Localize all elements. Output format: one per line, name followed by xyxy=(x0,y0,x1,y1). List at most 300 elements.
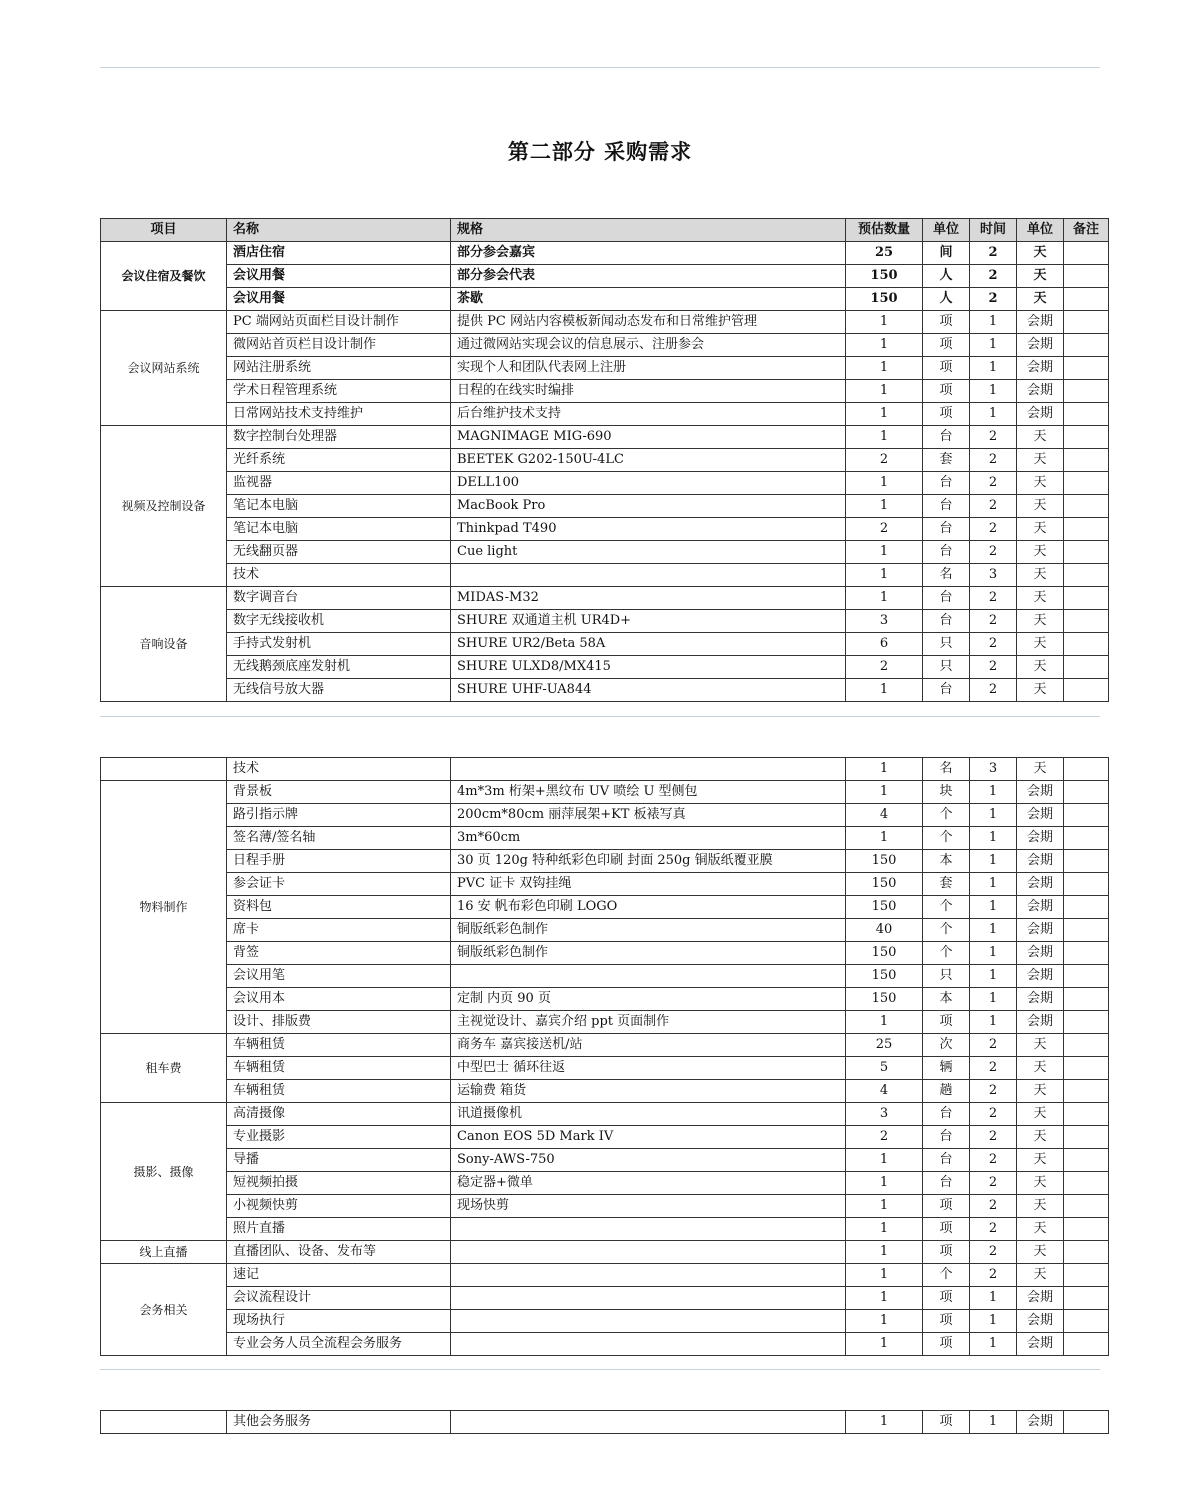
unit-cell: 台 xyxy=(923,1172,970,1195)
spec-cell: 实现个人和团队代表网上注册 xyxy=(451,357,846,380)
spec-cell: 30 页 120g 特种纸彩色印刷 封面 250g 铜版纸覆亚膜 xyxy=(451,850,846,873)
spec-cell: 日程的在线实时编排 xyxy=(451,380,846,403)
unit-cell: 只 xyxy=(923,633,970,656)
time-unit-cell: 会期 xyxy=(1017,873,1064,896)
time-unit-cell: 会期 xyxy=(1017,988,1064,1011)
item-name-cell: 日程手册 xyxy=(227,850,451,873)
item-name-cell: 笔记本电脑 xyxy=(227,518,451,541)
time-cell: 1 xyxy=(970,827,1017,850)
time-cell: 2 xyxy=(970,242,1017,265)
qty-cell: 1 xyxy=(846,1287,923,1310)
item-name-cell: 直播团队、设备、发布等 xyxy=(227,1241,451,1264)
unit-cell: 项 xyxy=(923,1411,970,1434)
note-cell xyxy=(1064,495,1109,518)
table-row xyxy=(101,942,1109,965)
table-row xyxy=(101,1172,1109,1195)
note-cell xyxy=(1064,1057,1109,1080)
table-row xyxy=(101,827,1109,850)
spec-cell: 3m*60cm xyxy=(451,827,846,850)
table-row xyxy=(101,472,1109,495)
table-row xyxy=(101,311,1109,334)
header-unit2: 单位 xyxy=(1017,219,1064,242)
qty-cell: 3 xyxy=(846,1103,923,1126)
qty-cell: 1 xyxy=(846,827,923,850)
time-unit-cell: 会期 xyxy=(1017,919,1064,942)
time-cell: 1 xyxy=(970,873,1017,896)
header-name: 名称 xyxy=(227,219,451,242)
item-name-cell: 专业摄影 xyxy=(227,1126,451,1149)
note-cell xyxy=(1064,804,1109,827)
time-cell: 2 xyxy=(970,1080,1017,1103)
table-row xyxy=(101,288,1109,311)
qty-cell: 1 xyxy=(846,334,923,357)
qty-cell: 1 xyxy=(846,1333,923,1356)
unit-cell: 辆 xyxy=(923,1057,970,1080)
note-cell xyxy=(1064,1195,1109,1218)
time-unit-cell: 会期 xyxy=(1017,1310,1064,1333)
time-cell: 2 xyxy=(970,1264,1017,1287)
table-row xyxy=(101,403,1109,426)
qty-cell: 1 xyxy=(846,1310,923,1333)
qty-cell: 1 xyxy=(846,1149,923,1172)
spec-cell: Thinkpad T490 xyxy=(451,518,846,541)
header-note: 备注 xyxy=(1064,219,1109,242)
time-cell: 1 xyxy=(970,311,1017,334)
time-cell: 1 xyxy=(970,781,1017,804)
spec-cell xyxy=(451,1241,846,1264)
qty-cell: 1 xyxy=(846,564,923,587)
time-unit-cell: 天 xyxy=(1017,472,1064,495)
time-cell: 1 xyxy=(970,942,1017,965)
unit-cell: 块 xyxy=(923,781,970,804)
note-cell xyxy=(1064,541,1109,564)
item-name-cell: 无线翻页器 xyxy=(227,541,451,564)
table-row xyxy=(101,988,1109,1011)
note-cell xyxy=(1064,679,1109,702)
note-cell xyxy=(1064,265,1109,288)
time-unit-cell: 会期 xyxy=(1017,1333,1064,1356)
item-name-cell: 专业会务人员全流程会务服务 xyxy=(227,1333,451,1356)
unit-cell: 个 xyxy=(923,827,970,850)
qty-cell: 1 xyxy=(846,426,923,449)
time-cell: 2 xyxy=(970,1149,1017,1172)
note-cell xyxy=(1064,357,1109,380)
qty-cell: 1 xyxy=(846,1264,923,1287)
table-row xyxy=(101,1411,1109,1434)
project-cell: 会议网站系统 xyxy=(101,311,227,426)
note-cell xyxy=(1064,1218,1109,1241)
time-unit-cell: 会期 xyxy=(1017,1411,1064,1434)
note-cell xyxy=(1064,942,1109,965)
spec-cell: SHURE 双通道主机 UR4D+ xyxy=(451,610,846,633)
unit-cell: 项 xyxy=(923,380,970,403)
unit-cell: 间 xyxy=(923,242,970,265)
time-cell: 2 xyxy=(970,1218,1017,1241)
table-row xyxy=(101,334,1109,357)
qty-cell: 25 xyxy=(846,242,923,265)
note-cell xyxy=(1064,1080,1109,1103)
qty-cell: 3 xyxy=(846,610,923,633)
note-cell xyxy=(1064,1241,1109,1264)
spec-cell: MacBook Pro xyxy=(451,495,846,518)
qty-cell: 150 xyxy=(846,873,923,896)
qty-cell: 150 xyxy=(846,988,923,1011)
table-row xyxy=(101,242,1109,265)
time-unit-cell: 天 xyxy=(1017,495,1064,518)
spec-cell: MIDAS-M32 xyxy=(451,587,846,610)
time-cell: 2 xyxy=(970,1241,1017,1264)
spec-cell: 运输费 箱货 xyxy=(451,1080,846,1103)
table-row xyxy=(101,1011,1109,1034)
qty-cell: 1 xyxy=(846,1241,923,1264)
time-unit-cell: 天 xyxy=(1017,1195,1064,1218)
header-time: 时间 xyxy=(970,219,1017,242)
page-title: 第二部分 采购需求 xyxy=(507,140,693,164)
spec-cell: 通过微网站实现会议的信息展示、注册参会 xyxy=(451,334,846,357)
note-cell xyxy=(1064,1126,1109,1149)
unit-cell: 个 xyxy=(923,804,970,827)
item-name-cell: 会议用餐 xyxy=(227,265,451,288)
spec-cell xyxy=(451,758,846,781)
table-row xyxy=(101,758,1109,781)
unit-cell: 项 xyxy=(923,311,970,334)
time-unit-cell: 天 xyxy=(1017,541,1064,564)
table-row xyxy=(101,919,1109,942)
item-name-cell: 背签 xyxy=(227,942,451,965)
table-row xyxy=(101,804,1109,827)
table-row xyxy=(101,1333,1109,1356)
item-name-cell: 席卡 xyxy=(227,919,451,942)
time-cell: 1 xyxy=(970,965,1017,988)
time-unit-cell: 天 xyxy=(1017,1034,1064,1057)
qty-cell: 6 xyxy=(846,633,923,656)
procurement-table-part-1 xyxy=(100,218,1109,702)
time-unit-cell: 天 xyxy=(1017,1241,1064,1264)
note-cell xyxy=(1064,1011,1109,1034)
time-cell: 2 xyxy=(970,1126,1017,1149)
note-cell xyxy=(1064,1287,1109,1310)
item-name-cell: 酒店住宿 xyxy=(227,242,451,265)
table-row xyxy=(101,1241,1109,1264)
spec-cell: 中型巴士 循环往返 xyxy=(451,1057,846,1080)
time-cell: 2 xyxy=(970,1172,1017,1195)
unit-cell: 只 xyxy=(923,965,970,988)
time-unit-cell: 会期 xyxy=(1017,850,1064,873)
item-name-cell: 会议用笔 xyxy=(227,965,451,988)
time-cell: 1 xyxy=(970,804,1017,827)
qty-cell: 4 xyxy=(846,804,923,827)
table-row xyxy=(101,380,1109,403)
time-unit-cell: 天 xyxy=(1017,679,1064,702)
note-cell xyxy=(1064,781,1109,804)
note-cell xyxy=(1064,1034,1109,1057)
item-name-cell: 短视频拍摄 xyxy=(227,1172,451,1195)
qty-cell: 1 xyxy=(846,495,923,518)
table-row xyxy=(101,357,1109,380)
time-cell: 1 xyxy=(970,850,1017,873)
time-unit-cell: 会期 xyxy=(1017,896,1064,919)
time-cell: 2 xyxy=(970,449,1017,472)
unit-cell: 本 xyxy=(923,850,970,873)
table-row xyxy=(101,850,1109,873)
table-row xyxy=(101,449,1109,472)
procurement-table-part-3 xyxy=(100,1410,1109,1434)
page-break-divider-2 xyxy=(100,1369,1100,1370)
page-break-divider xyxy=(100,716,1100,717)
time-cell: 2 xyxy=(970,541,1017,564)
table-row xyxy=(101,610,1109,633)
time-cell: 2 xyxy=(970,495,1017,518)
table-row xyxy=(101,1310,1109,1333)
top-divider xyxy=(100,67,1100,68)
time-cell: 1 xyxy=(970,896,1017,919)
time-cell: 1 xyxy=(970,1333,1017,1356)
note-cell xyxy=(1064,288,1109,311)
note-cell xyxy=(1064,919,1109,942)
note-cell xyxy=(1064,564,1109,587)
unit-cell: 项 xyxy=(923,1310,970,1333)
time-cell: 2 xyxy=(970,265,1017,288)
spec-cell: 铜版纸彩色制作 xyxy=(451,919,846,942)
qty-cell: 150 xyxy=(846,896,923,919)
item-name-cell: 资料包 xyxy=(227,896,451,919)
spec-cell: 商务车 嘉宾接送机/站 xyxy=(451,1034,846,1057)
qty-cell: 2 xyxy=(846,518,923,541)
qty-cell: 1 xyxy=(846,357,923,380)
spec-cell xyxy=(451,965,846,988)
unit-cell: 个 xyxy=(923,942,970,965)
unit-cell: 次 xyxy=(923,1034,970,1057)
table-row xyxy=(101,265,1109,288)
table-row xyxy=(101,633,1109,656)
item-name-cell: 数字控制台处理器 xyxy=(227,426,451,449)
unit-cell: 名 xyxy=(923,564,970,587)
note-cell xyxy=(1064,380,1109,403)
time-unit-cell: 天 xyxy=(1017,242,1064,265)
note-cell xyxy=(1064,758,1109,781)
spec-cell: BEETEK G202-150U-4LC xyxy=(451,449,846,472)
note-cell xyxy=(1064,827,1109,850)
spec-cell xyxy=(451,1287,846,1310)
time-cell: 2 xyxy=(970,1195,1017,1218)
unit-cell: 项 xyxy=(923,403,970,426)
time-unit-cell: 会期 xyxy=(1017,965,1064,988)
note-cell xyxy=(1064,1264,1109,1287)
spec-cell xyxy=(451,564,846,587)
qty-cell: 1 xyxy=(846,1172,923,1195)
table-row xyxy=(101,541,1109,564)
spec-cell xyxy=(451,1411,846,1434)
spec-cell: 铜版纸彩色制作 xyxy=(451,942,846,965)
time-cell: 1 xyxy=(970,988,1017,1011)
unit-cell: 台 xyxy=(923,1126,970,1149)
header-qty: 预估数量 xyxy=(846,219,923,242)
item-name-cell: 监视器 xyxy=(227,472,451,495)
note-cell xyxy=(1064,1333,1109,1356)
spec-cell: 后台维护技术支持 xyxy=(451,403,846,426)
qty-cell: 5 xyxy=(846,1057,923,1080)
item-name-cell: 笔记本电脑 xyxy=(227,495,451,518)
spec-cell: 4m*3m 桁架+黑纹布 UV 喷绘 U 型侧包 xyxy=(451,781,846,804)
time-cell: 3 xyxy=(970,758,1017,781)
unit-cell: 项 xyxy=(923,1287,970,1310)
spec-cell: 部分参会代表 xyxy=(451,265,846,288)
note-cell xyxy=(1064,965,1109,988)
note-cell xyxy=(1064,403,1109,426)
time-unit-cell: 会期 xyxy=(1017,380,1064,403)
time-unit-cell: 天 xyxy=(1017,758,1064,781)
project-cell xyxy=(101,1411,227,1434)
qty-cell: 1 xyxy=(846,472,923,495)
item-name-cell: 车辆租赁 xyxy=(227,1057,451,1080)
project-cell: 物料制作 xyxy=(101,781,227,1034)
spec-cell: 定制 内页 90 页 xyxy=(451,988,846,1011)
note-cell xyxy=(1064,1149,1109,1172)
spec-cell: 现场快剪 xyxy=(451,1195,846,1218)
note-cell xyxy=(1064,656,1109,679)
table-row xyxy=(101,1103,1109,1126)
unit-cell: 项 xyxy=(923,1011,970,1034)
table-row xyxy=(101,1126,1109,1149)
unit-cell: 项 xyxy=(923,1195,970,1218)
note-cell xyxy=(1064,1310,1109,1333)
time-unit-cell: 天 xyxy=(1017,1080,1064,1103)
note-cell xyxy=(1064,311,1109,334)
spec-cell: 部分参会嘉宾 xyxy=(451,242,846,265)
spec-cell: MAGNIMAGE MIG-690 xyxy=(451,426,846,449)
item-name-cell: 背景板 xyxy=(227,781,451,804)
item-name-cell: 签名薄/签名轴 xyxy=(227,827,451,850)
time-unit-cell: 天 xyxy=(1017,1103,1064,1126)
time-cell: 1 xyxy=(970,334,1017,357)
item-name-cell: 路引指示牌 xyxy=(227,804,451,827)
time-cell: 1 xyxy=(970,380,1017,403)
header-project: 项目 xyxy=(101,219,227,242)
spec-cell xyxy=(451,1333,846,1356)
item-name-cell: 车辆租赁 xyxy=(227,1080,451,1103)
time-cell: 2 xyxy=(970,426,1017,449)
spec-cell: 提供 PC 网站内容模板新闻动态发布和日常维护管理 xyxy=(451,311,846,334)
unit-cell: 个 xyxy=(923,896,970,919)
project-cell: 会议住宿及餐饮 xyxy=(101,242,227,311)
time-unit-cell: 天 xyxy=(1017,564,1064,587)
note-cell xyxy=(1064,1103,1109,1126)
item-name-cell: 设计、排版费 xyxy=(227,1011,451,1034)
item-name-cell: 光纤系统 xyxy=(227,449,451,472)
unit-cell: 只 xyxy=(923,656,970,679)
table-row xyxy=(101,1057,1109,1080)
procurement-table-part-2 xyxy=(100,757,1109,1356)
unit-cell: 名 xyxy=(923,758,970,781)
item-name-cell: 无线鹅颈底座发射机 xyxy=(227,656,451,679)
item-name-cell: PC 端网站页面栏目设计制作 xyxy=(227,311,451,334)
unit-cell: 趟 xyxy=(923,1080,970,1103)
time-unit-cell: 天 xyxy=(1017,656,1064,679)
time-cell: 2 xyxy=(970,656,1017,679)
time-cell: 2 xyxy=(970,610,1017,633)
qty-cell: 150 xyxy=(846,288,923,311)
table-row xyxy=(101,518,1109,541)
unit-cell: 项 xyxy=(923,1333,970,1356)
item-name-cell: 技术 xyxy=(227,564,451,587)
item-name-cell: 会议用本 xyxy=(227,988,451,1011)
table-row xyxy=(101,873,1109,896)
item-name-cell: 车辆租赁 xyxy=(227,1034,451,1057)
unit-cell: 台 xyxy=(923,541,970,564)
time-cell: 2 xyxy=(970,1103,1017,1126)
project-cell: 租车费 xyxy=(101,1034,227,1103)
time-cell: 1 xyxy=(970,1011,1017,1034)
time-unit-cell: 天 xyxy=(1017,1149,1064,1172)
note-cell xyxy=(1064,587,1109,610)
table-row xyxy=(101,896,1109,919)
time-unit-cell: 天 xyxy=(1017,449,1064,472)
item-name-cell: 会议流程设计 xyxy=(227,1287,451,1310)
note-cell xyxy=(1064,896,1109,919)
unit-cell: 台 xyxy=(923,679,970,702)
table-header-row xyxy=(101,219,1109,242)
item-name-cell: 手持式发射机 xyxy=(227,633,451,656)
time-unit-cell: 会期 xyxy=(1017,311,1064,334)
unit-cell: 台 xyxy=(923,518,970,541)
project-cell: 会务相关 xyxy=(101,1264,227,1356)
unit-cell: 台 xyxy=(923,426,970,449)
time-cell: 1 xyxy=(970,357,1017,380)
qty-cell: 1 xyxy=(846,587,923,610)
project-cell: 摄影、摄像 xyxy=(101,1103,227,1241)
time-unit-cell: 天 xyxy=(1017,426,1064,449)
unit-cell: 个 xyxy=(923,919,970,942)
table-row xyxy=(101,564,1109,587)
project-cell xyxy=(101,758,227,781)
table-row xyxy=(101,1080,1109,1103)
project-cell: 视频及控制设备 xyxy=(101,426,227,587)
item-name-cell: 数字无线接收机 xyxy=(227,610,451,633)
time-unit-cell: 会期 xyxy=(1017,1011,1064,1034)
time-unit-cell: 会期 xyxy=(1017,1287,1064,1310)
item-name-cell: 微网站首页栏目设计制作 xyxy=(227,334,451,357)
spec-cell: SHURE UHF-UA844 xyxy=(451,679,846,702)
note-cell xyxy=(1064,242,1109,265)
project-cell: 音响设备 xyxy=(101,587,227,702)
time-unit-cell: 会期 xyxy=(1017,357,1064,380)
time-cell: 2 xyxy=(970,633,1017,656)
time-cell: 2 xyxy=(970,472,1017,495)
time-cell: 2 xyxy=(970,288,1017,311)
item-name-cell: 无线信号放大器 xyxy=(227,679,451,702)
note-cell xyxy=(1064,449,1109,472)
qty-cell: 1 xyxy=(846,1195,923,1218)
time-unit-cell: 会期 xyxy=(1017,804,1064,827)
qty-cell: 2 xyxy=(846,656,923,679)
time-unit-cell: 天 xyxy=(1017,265,1064,288)
time-unit-cell: 会期 xyxy=(1017,827,1064,850)
table-row xyxy=(101,1287,1109,1310)
time-unit-cell: 天 xyxy=(1017,587,1064,610)
header-spec: 规格 xyxy=(451,219,846,242)
qty-cell: 1 xyxy=(846,758,923,781)
qty-cell: 1 xyxy=(846,403,923,426)
table-row xyxy=(101,965,1109,988)
time-unit-cell: 天 xyxy=(1017,1057,1064,1080)
table-row xyxy=(101,1149,1109,1172)
spec-cell: 茶歇 xyxy=(451,288,846,311)
time-cell: 1 xyxy=(970,1310,1017,1333)
item-name-cell: 学术日程管理系统 xyxy=(227,380,451,403)
table-row xyxy=(101,656,1109,679)
unit-cell: 个 xyxy=(923,1264,970,1287)
time-cell: 2 xyxy=(970,1057,1017,1080)
